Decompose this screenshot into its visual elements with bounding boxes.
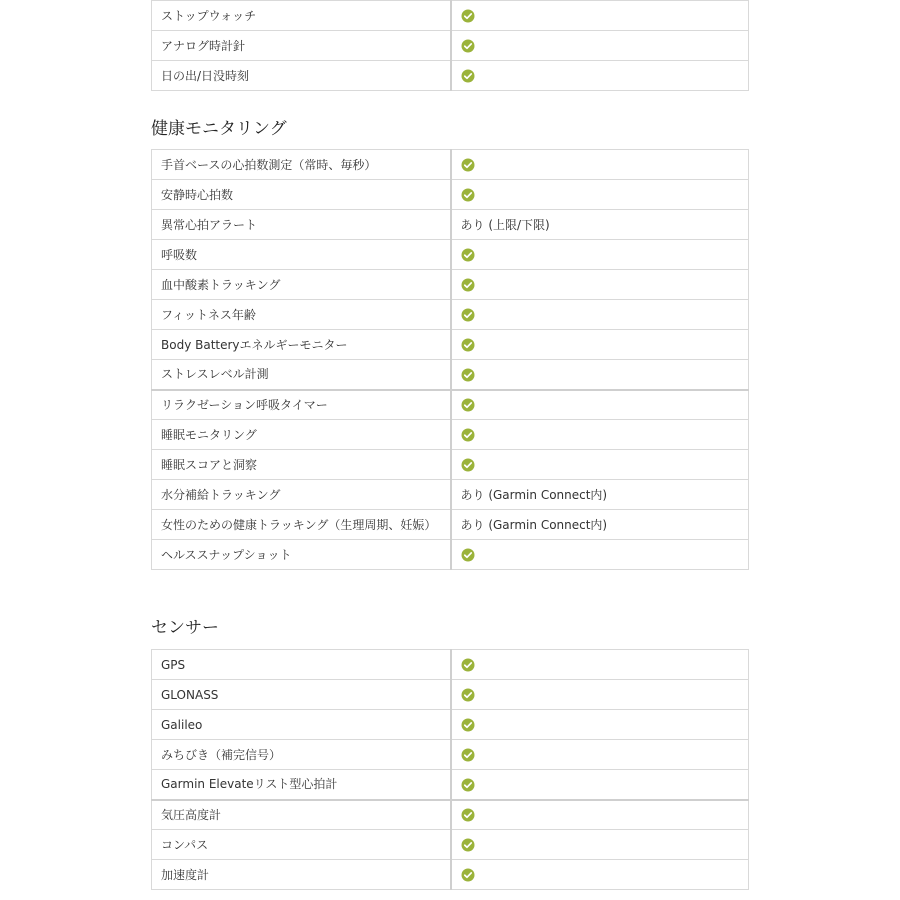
feature-label: フィットネス年齢 [152, 300, 451, 330]
table-row [152, 390, 749, 420]
feature-value-text: あり (Garmin Connect内) [451, 480, 749, 510]
check-circle-icon [461, 158, 475, 172]
feature-value-text: あり (Garmin Connect内) [451, 510, 749, 540]
spec-table-top [151, 0, 749, 91]
check-circle-icon [461, 9, 475, 23]
feature-label: ヘルススナップショット [152, 540, 451, 570]
check-circle-icon [461, 658, 475, 672]
table-row [152, 540, 749, 570]
feature-value [451, 330, 749, 360]
table-row [152, 300, 749, 330]
feature-label: コンパス [152, 830, 451, 860]
feature-label: 水分補給トラッキング [152, 480, 451, 510]
feature-value [451, 710, 749, 740]
feature-value [451, 740, 749, 770]
feature-value [451, 420, 749, 450]
table-row [152, 860, 749, 890]
check-circle-icon [461, 868, 475, 882]
feature-label: Body Batteryエネルギーモニター [152, 330, 451, 360]
feature-value [451, 31, 749, 61]
table-row [152, 31, 749, 61]
check-circle-icon [461, 688, 475, 702]
check-circle-icon [461, 368, 475, 382]
feature-value [451, 450, 749, 480]
feature-value [451, 180, 749, 210]
check-circle-icon [461, 808, 475, 822]
table-row [152, 330, 749, 360]
check-circle-icon [461, 278, 475, 292]
feature-label: 女性のための健康トラッキング（生理周期、妊娠） [152, 510, 451, 540]
check-circle-icon [461, 458, 475, 472]
feature-label: 異常心拍アラート [152, 210, 451, 240]
check-circle-icon [461, 188, 475, 202]
feature-label: 気圧高度計 [152, 800, 451, 830]
check-circle-icon [461, 428, 475, 442]
feature-value [451, 800, 749, 830]
table-row [152, 680, 749, 710]
check-circle-icon [461, 398, 475, 412]
feature-label: GLONASS [152, 680, 451, 710]
table-row [152, 710, 749, 740]
spec-table-sensors [151, 649, 749, 890]
feature-value [451, 61, 749, 91]
feature-label: リラクゼーション呼吸タイマー [152, 390, 451, 420]
check-circle-icon [461, 748, 475, 762]
feature-label: ストレスレベル計測 [152, 360, 451, 390]
feature-value [451, 300, 749, 330]
feature-label: GPS [152, 650, 451, 680]
table-row [152, 240, 749, 270]
check-circle-icon [461, 718, 475, 732]
feature-label: 加速度計 [152, 860, 451, 890]
feature-label: ストップウォッチ [152, 1, 451, 31]
feature-label: 日の出/日没時刻 [152, 61, 451, 91]
table-row [152, 360, 749, 390]
table-row [152, 1, 749, 31]
feature-value [451, 240, 749, 270]
feature-value [451, 360, 749, 390]
section-title-health: 健康モニタリング [151, 119, 287, 139]
table-row [152, 510, 749, 540]
feature-value [451, 650, 749, 680]
feature-label: 睡眠スコアと洞察 [152, 450, 451, 480]
check-circle-icon [461, 308, 475, 322]
feature-label: みちびき（補完信号） [152, 740, 451, 770]
check-circle-icon [461, 338, 475, 352]
feature-value [451, 150, 749, 180]
check-circle-icon [461, 39, 475, 53]
check-circle-icon [461, 248, 475, 262]
table-row [152, 210, 749, 240]
feature-label: 呼吸数 [152, 240, 451, 270]
feature-value [451, 830, 749, 860]
feature-value [451, 390, 749, 420]
feature-value-text: あり (上限/下限) [451, 210, 749, 240]
feature-value [451, 270, 749, 300]
table-row [152, 150, 749, 180]
feature-label: アナログ時計針 [152, 31, 451, 61]
feature-label: 睡眠モニタリング [152, 420, 451, 450]
table-row [152, 420, 749, 450]
feature-label: 安静時心拍数 [152, 180, 451, 210]
check-circle-icon [461, 69, 475, 83]
check-circle-icon [461, 838, 475, 852]
feature-value [451, 770, 749, 800]
table-row [152, 770, 749, 800]
section-title-sensors: センサー [151, 618, 219, 638]
feature-value [451, 1, 749, 31]
table-row [152, 180, 749, 210]
table-row [152, 800, 749, 830]
feature-value [451, 540, 749, 570]
feature-value [451, 680, 749, 710]
feature-label: 血中酸素トラッキング [152, 270, 451, 300]
feature-label: Galileo [152, 710, 451, 740]
spec-table-health [151, 149, 749, 570]
feature-label: 手首ベースの心拍数測定（常時、毎秒） [152, 150, 451, 180]
table-row [152, 480, 749, 510]
check-circle-icon [461, 778, 475, 792]
table-row [152, 650, 749, 680]
feature-value [451, 860, 749, 890]
table-row [152, 830, 749, 860]
check-circle-icon [461, 548, 475, 562]
table-row [152, 740, 749, 770]
table-row [152, 270, 749, 300]
table-row [152, 61, 749, 91]
feature-label: Garmin Elevateリスト型心拍計 [152, 770, 451, 800]
table-row [152, 450, 749, 480]
